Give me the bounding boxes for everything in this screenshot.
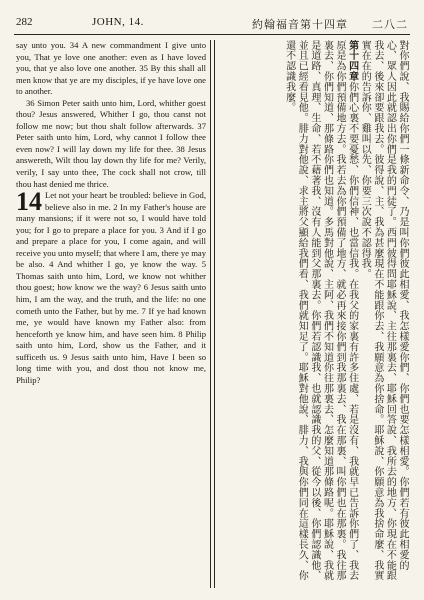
chinese-paragraph: 你們心裏不要憂愁、你們信神、也當信我。在我父的家裏有許多住處、若是沒有、我就早已告訴你們了、我去原是為你們預備地方去。我若去為你們預備了地方、就必再來接你們到我那裏去、我在那裏、叫你們也在那裏。我往那裏去、你們知道、那條路你們也知道。多馬對他說、主阿、我們不知道你往那裏去、怎麼知道那條路呢。耶穌說、我就是道路、真理、生命、若不藉著我、沒有人能到父那裏去。你們若認識我、也就認識我的父、從今以後、你們認識他、並且已經看見他。腓力對他說、求主將父顯給我們看、我們就知足了。耶穌對他說、腓力、我與你們同在這樣長久、你還不認識我麼。 <box>283 40 358 581</box>
page-number: 282 <box>16 16 33 28</box>
page-header <box>14 12 410 35</box>
page-number-chinese: 二八二 <box>372 19 408 31</box>
running-title-english: JOHN, 14. <box>92 16 144 28</box>
english-paragraph-text: Let not your heart be troubled: believe in God, believe also in me. 2 In my Father's house are many mansions; if it were not so, I would have told you; for I go to prepare a place for you. 3 And if I go and prepare a place for you, I come again, and will receive you unto myself; that where I am, there ye may be also. 4 And whither I go, ye know the way. 5 Thomas saith unto him, Lord, we know not whither thou goest; how know we the way? 6 Jesus saith unto him, I am the way, and the truth, and the life: no one cometh unto the Father, but by me. 7 If ye had known me, ye would have known my Father also: from henceforth ye know him, and have seen him. 8 Philip saith unto him, Lord, show us the Father, and it sufficeth us. 9 Jesus saith unto him, Have I been so long time with you, and dost thou not know me, Philip? <box>16 190 206 385</box>
chapter-drop-cap: 14 <box>16 187 42 217</box>
english-paragraph: 36 Simon Peter saith unto him, Lord, whither goest thou? Jesus answered, Whither I go, thou canst not follow me now; but thou shalt follow afterwards. 37 Peter saith unto him, Lord, why cannot I follow thee even now? I will lay down my life for thee. 38 Jesus answereth, Wilt thou lay down thy life for me? Verily, verily, I say unto thee, The cock shall not crow, till thou hast denied me thrice. <box>16 97 206 189</box>
chapter-heading-chinese: 第十四章 <box>346 40 358 82</box>
chapter-paragraph <box>16 187 206 386</box>
chinese-paragraph: 對你們說、我賜給你們一條新命令、乃是叫你們彼此相愛、我怎樣愛你們、你們也要怎樣相愛。你們若有彼此相愛的心、眾人因此就認出你們是我的門徒了。西門彼得問耶穌說、主往那裏去、耶穌回答說、我所去的地方、你現在不能跟我去、後來卻要跟我去。彼得說、主、我為甚麼現在不能跟你去、我願意為你捨命。耶穌說、你願意為我捨命麼、我實實在在的告訴你、雞叫以先、你要三次說不認得我。 <box>359 40 408 581</box>
column-divider <box>210 40 211 588</box>
chinese-text-column <box>219 40 408 588</box>
english-text-column <box>16 40 206 386</box>
running-title-chinese: 約翰福音第十四章 <box>252 19 348 31</box>
bible-page <box>14 12 410 590</box>
column-divider <box>214 40 215 588</box>
english-paragraph: say unto you. 34 A new commandment I give unto you, That ye love one another: even as I have loved you, that ye also love one another. 35 By this shall all men know that ye are my disciples, if ye have love one to another. <box>16 40 206 97</box>
